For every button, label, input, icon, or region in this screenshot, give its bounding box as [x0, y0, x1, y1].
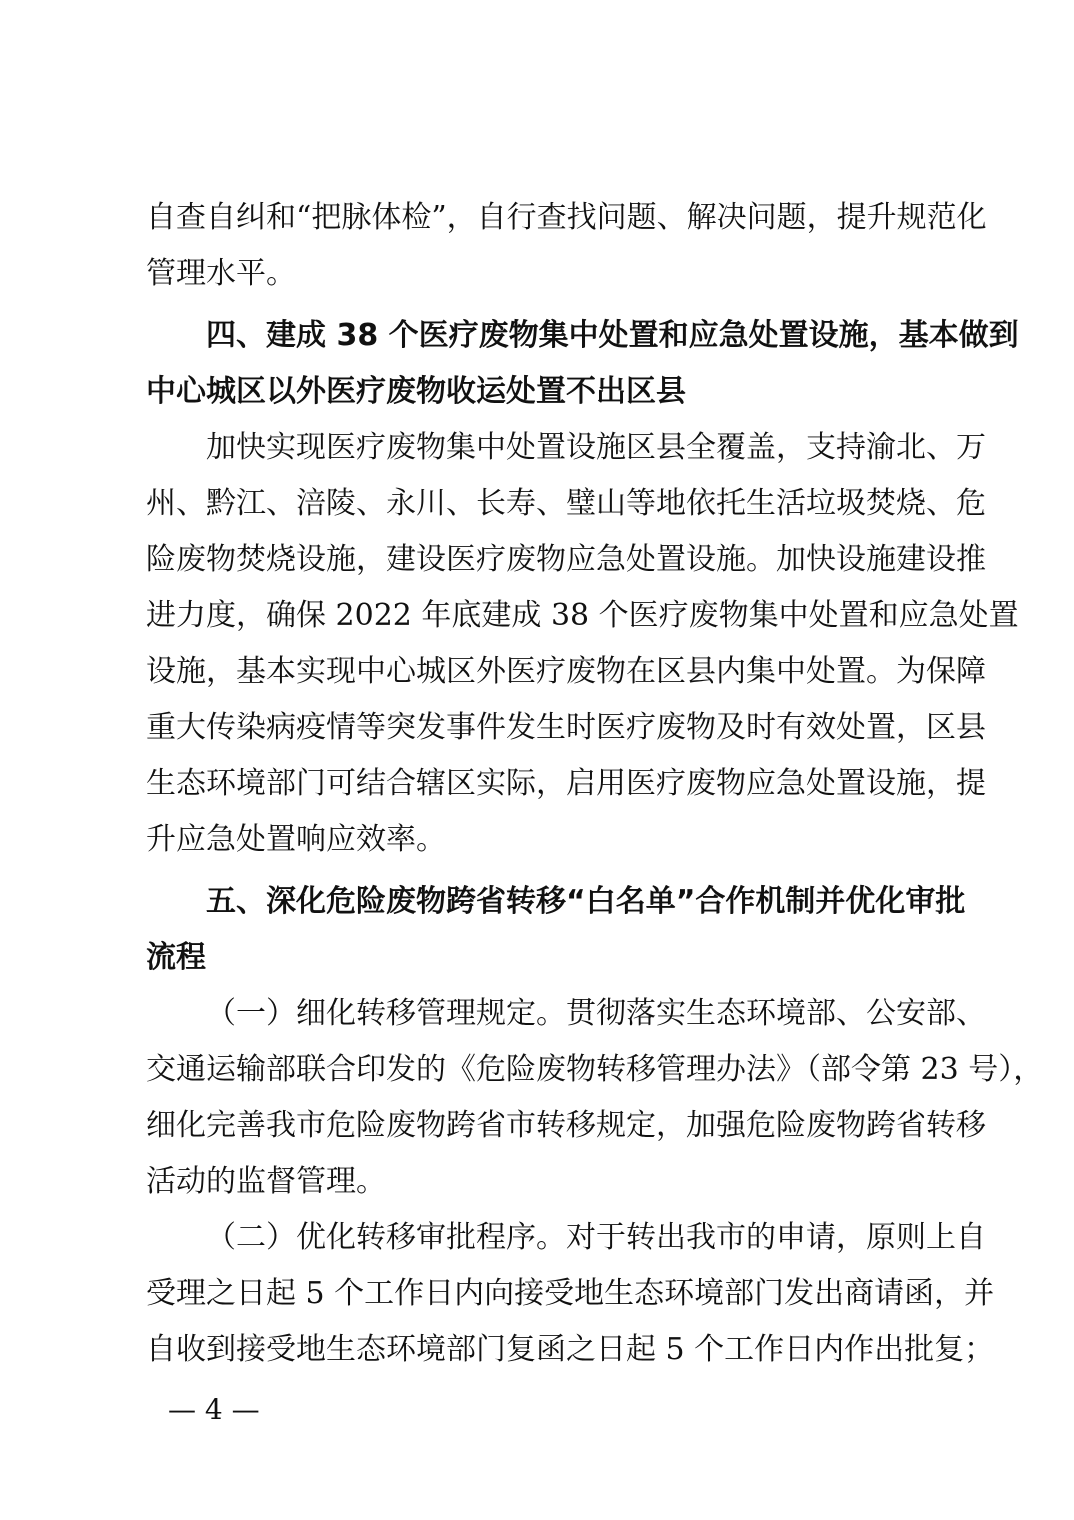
section-5-item-2: [146, 1210, 995, 1378]
section-5-item-2-line-1: （二）优化转移审批程序。对于转出我市的申请，原则上自: [206, 1220, 986, 1255]
intro-line-1: 自查自纠和“把脉体检”，自行查找问题、解决问题，提升规范化: [146, 200, 987, 235]
document-page: [146, 190, 1044, 1378]
section-5-item-2-line-3: 自收到接受地生态环境部门复函之日起 5 个工作日内作出批复；: [146, 1332, 995, 1367]
section-4-heading-line-1: 四、建成 38 个医疗废物集中处置和应急处置设施，基本做到: [206, 318, 1019, 353]
section-4-body-line-2: 州、黔江、涪陵、永川、长寿、璧山等地依托生活垃圾焚烧、危: [146, 486, 986, 521]
section-5-heading-line-2: 流程: [146, 940, 206, 975]
section-5-heading-line-1: 五、深化危险废物跨省转移“白名单”合作机制并优化审批: [206, 884, 966, 919]
section-5-heading: [146, 874, 966, 986]
section-4-heading: [146, 308, 1019, 420]
section-4-body: [146, 420, 1019, 868]
section-4-body-line-3: 险废物焚烧设施，建设医疗废物应急处置设施。加快设施建设推: [146, 542, 986, 577]
intro-line-2: 管理水平。: [146, 256, 296, 291]
section-5-item-1-line-3: 细化完善我市危险废物跨省市转移规定，加强危险废物跨省转移: [146, 1108, 986, 1143]
section-4-body-line-5: 设施，基本实现中心城区外医疗废物在区县内集中处置。为保障: [146, 654, 986, 689]
section-5-item-1-line-1: （一）细化转移管理规定。贯彻落实生态环境部、公安部、: [206, 996, 986, 1031]
section-4-body-line-8: 升应急处置响应效率。: [146, 822, 446, 857]
section-4-body-line-4: 进力度，确保 2022 年底建成 38 个医疗废物集中处置和应急处置: [146, 598, 1019, 633]
section-5-item-1: [146, 986, 1044, 1210]
section-5-item-2-line-2: 受理之日起 5 个工作日内向接受地生态环境部门发出商请函，并: [146, 1276, 995, 1311]
intro-paragraph: [146, 190, 987, 302]
section-4-body-line-6: 重大传染病疫情等突发事件发生时医疗废物及时有效处置，区县: [146, 710, 986, 745]
section-5-item-1-line-4: 活动的监督管理。: [146, 1164, 386, 1199]
section-4-body-line-1: 加快实现医疗废物集中处置设施区县全覆盖，支持渝北、万: [206, 430, 986, 465]
page-number: — 4 —: [168, 1393, 260, 1426]
section-4-heading-line-2: 中心城区以外医疗废物收运处置不出区县: [146, 374, 686, 409]
section-4-body-line-7: 生态环境部门可结合辖区实际，启用医疗废物应急处置设施，提: [146, 766, 986, 801]
section-5-item-1-line-2: 交通运输部联合印发的《危险废物转移管理办法》（部令第 23 号），: [146, 1052, 1044, 1087]
